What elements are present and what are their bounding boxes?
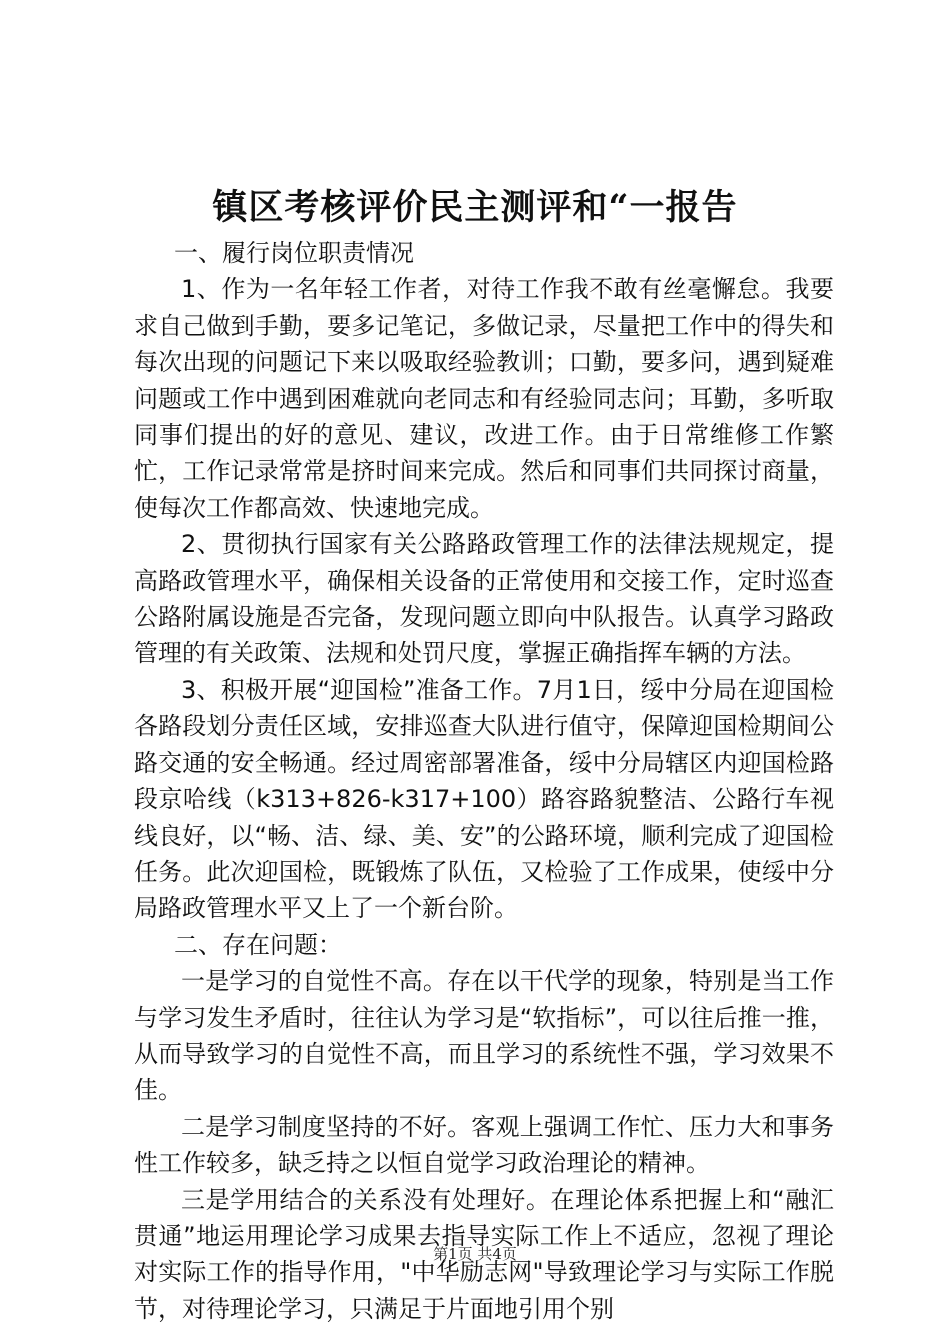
paragraph-problem-2: 二是学习制度坚持的不好。客观上强调工作忙、压力大和事务性工作较多，缺乏持之以恒自觉学习政治理论的精神。 — [134, 1112, 834, 1178]
page-number-footer: 第1页 共4页 — [433, 1245, 517, 1263]
section-heading-problems: 二、存在问题： — [174, 930, 342, 959]
paragraph-duty-3: 3、积极开展“迎国检”准备工作。7月1日，绥中分局在迎国检各路段划分责任区域，安排巡查大队进行值守，保障迎国检期间公路交通的安全畅通。经过周密部署准备，绥中分局辖区内迎国检路段京哈线（k313+826-k317+100）路容路貌整洁、公路行车视线良好，以“畅、洁、绿、美、安”的公路环境，顺利完成了迎国检任务。此次迎国检，既锻炼了队伍，又检验了工作成果，使绥中分局路政管理水平又上了一个新台阶。 — [134, 675, 834, 923]
paragraph-duty-1: 1、作为一名年轻工作者，对待工作我不敢有丝毫懈怠。我要求自己做到手勤，要多记笔记，多做记录，尽量把工作中的得失和每次出现的问题记下来以吸取经验教训；口勤，要多问，遇到疑难问题或工作中遇到困难就向老同志和有经验同志问；耳勤，多听取同事们提出的好的意见、建议，改进工作。由于日常维修工作繁忙，工作记录常常是挤时间来完成。然后和同事们共同探讨商量，使每次工作都高效、快速地完成。 — [134, 275, 834, 522]
paragraph-problem-1: 一是学习的自觉性不高。存在以干代学的现象，特别是当工作与学习发生矛盾时，往往认为学习是“软指标”，可以往后推一推，从而导致学习的自觉性不高，而且学习的系统性不强，学习效果不佳。 — [134, 967, 834, 1105]
document-body — [134, 235, 834, 1327]
paragraph-duty-2: 2、贯彻执行国家有关公路路政管理工作的法律法规规定，提高路政管理水平，确保相关设备的正常使用和交接工作，定时巡查公路附属设施是否完备，发现问题立即向中队报告。认真学习路政管理的有关政策、法规和处罚尺度，掌握正确指挥车辆的方法。 — [134, 530, 834, 668]
paragraph-problem-3: 三是学用结合的关系没有处理好。在理论体系把握上和“融汇贯通”地运用理论学习成果去指导实际工作上不适应，忽视了理论对实际工作的指导作用，"中华励志网"导致理论学习与实际工作脱节，对待理论学习，只满足于片面地引用个别 — [134, 1185, 834, 1323]
document-title: 镇区考核评价民主测评和“一报告 — [212, 187, 738, 228]
section-heading-duties: 一、履行岗位职责情况 — [174, 239, 414, 267]
